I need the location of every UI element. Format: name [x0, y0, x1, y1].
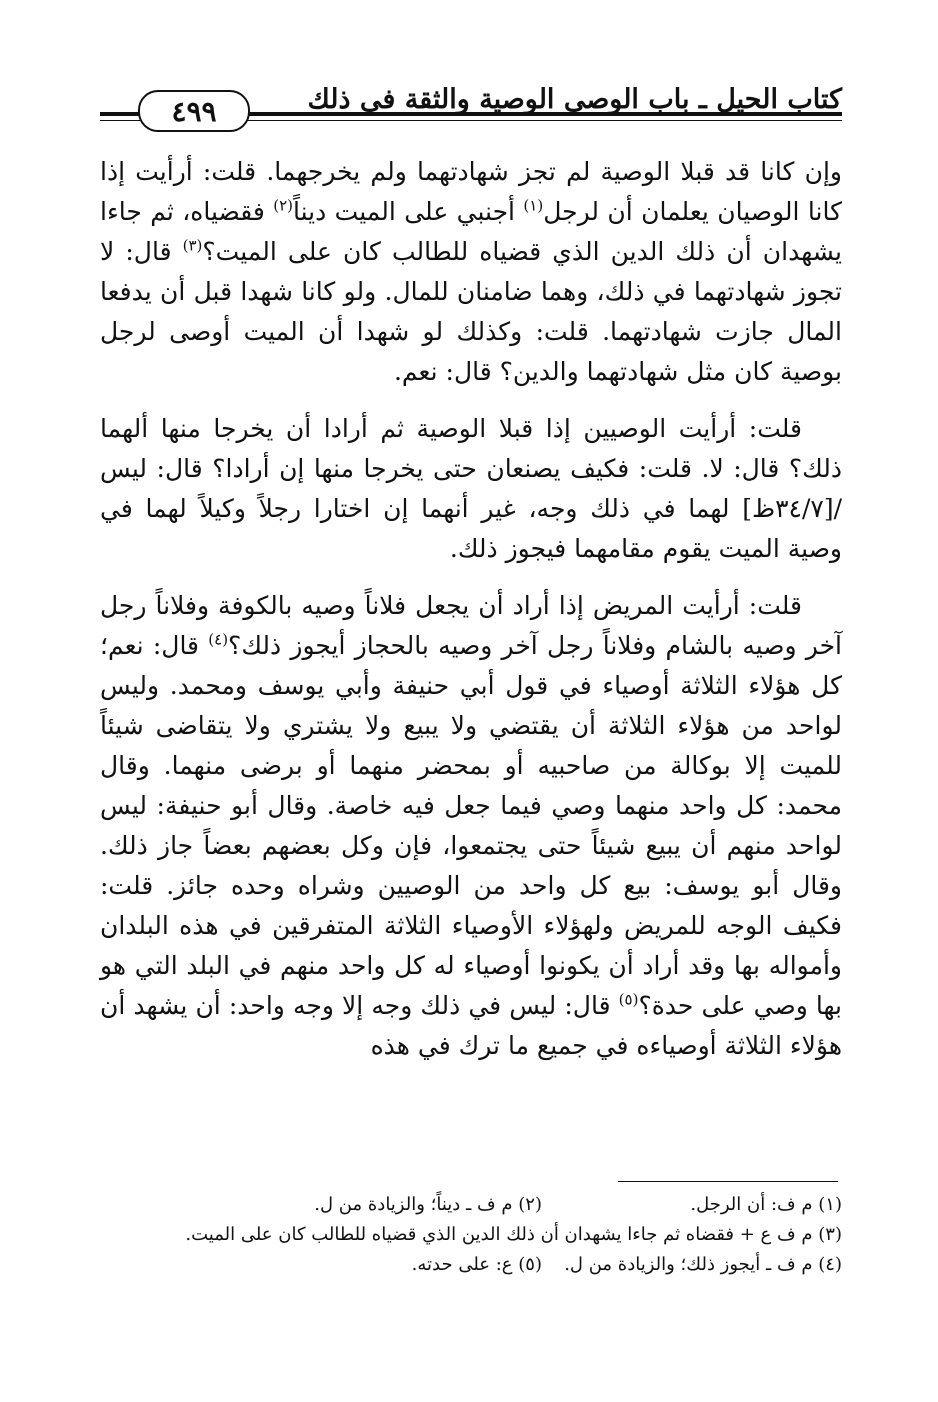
page-header	[100, 82, 842, 142]
paragraph-1	[100, 152, 842, 392]
footnotes	[100, 1190, 842, 1280]
footnote-3: (٣) م ف ع + فقضاه ثم جاءا يشهدان أن ذلك الدين الذي قضياه للطالب كان على الميت.	[185, 1224, 842, 1245]
footnote-separator	[618, 1181, 838, 1182]
running-title: كتاب الحيل ـ باب الوصي الوصية والثقة في ذلك	[307, 84, 842, 115]
footnote-5: (٥) ع: على حدته.	[411, 1254, 542, 1275]
footnote-1: (١) م ف: أن الرجل.	[690, 1194, 842, 1215]
footnote-ref-3: (٣)	[182, 236, 203, 255]
footnote-row	[100, 1250, 842, 1280]
footnote-ref-2: (٢)	[273, 196, 294, 215]
footnote-2: (٢) م ف ـ ديناً؛ والزيادة من ل.	[314, 1194, 542, 1215]
paragraph-1-part-2: أجنبي على الميت ديناً	[293, 197, 524, 226]
paragraph-3-part-1: قلت: أرأيت المريض إذا أراد أن يجعل فلاناً وصيه بالكوفة وفلاناً رجل آخر وصيه بالشام وفلاناً رجل آخر وصيه بالحجاز أيجوز ذلك؟	[100, 591, 843, 660]
main-text	[100, 152, 842, 1066]
footnote-row	[100, 1190, 842, 1220]
footnote-ref-1: (١)	[523, 196, 544, 215]
paragraph-1-part-1: وإن كانا قد قبلا الوصية لم تجز شهادتهما ولم يخرجهما. قلت: أرأيت إذا كانا الوصيان يعلمان أن لرجل	[100, 157, 842, 226]
paragraph-1-part-4: قال: لا تجوز شهادتهما في ذلك، وهما ضامنان للمال. ولو كانا شهدا قبل أن يدفعا المال جازت شهادتهما. قلت: وكذلك لو شهدا أن الميت أوصى لرجل بوصية كان مثل شهادتهما والدين؟ قال: نعم.	[100, 237, 842, 386]
footnote-ref-5: (٥)	[618, 990, 639, 1009]
footnote-4: (٤) م ف ـ أيجوز ذلك؛ والزيادة من ل.	[564, 1254, 842, 1275]
paragraph-1-part-3: فقضياه، ثم جاءا يشهدان أن ذلك الدين الذي قضياه للطالب كان على الميت؟	[100, 197, 842, 266]
page-number: ٤٩٩	[138, 90, 250, 132]
paragraph-3	[100, 586, 842, 1066]
paragraph-3-part-2: قال: نعم؛ كل هؤلاء الثلاثة أوصياء في قول أبي حنيفة وأبي يوسف ومحمد. وليس لواحد من هؤلاء الثلاثة أن يقتضي ولا يبيع ولا يشتري ولا يتقاضى شيئاً للميت إلا بوكالة من صاحبيه أو بمحضر منهما أو برضى منهما. وقال محمد: كل واحد منهما وصي فيما جعل فيه خاصة. وقال أبو حنيفة: ليس لواحد منهم أن يبيع شيئاً حتى يجتمعوا، فإن وكل بعضهم بعضاً جاز ذلك. وقال أبو يوسف: بيع كل واحد من الوصيين وشراه وحده جائز. قلت: فكيف الوجه للمريض ولهؤلاء الأوصياء الثلاثة المتفرقين في هذه البلدان وأمواله بها وقد أراد أن يكونوا أوصياء له كل واحد منهم في البلد التي هو بها وصي على حدة؟	[100, 631, 842, 1020]
paragraph-3-part-3: قال: ليس في ذلك وجه إلا وجه واحد: أن يشهد أن هؤلاء الثلاثة أوصياءه في جميع ما ترك في هذه	[100, 991, 842, 1060]
footnote-ref-4: (٤)	[208, 630, 229, 649]
paragraph-2: قلت: أرأيت الوصيين إذا قبلا الوصية ثم أرادا أن يخرجا منها ألهما ذلك؟ قال: لا. قلت: فكيف يصنعان حتى يخرجا منها إن أرادا؟ قال: ليس /[٣٤/٧ظ] لهما في ذلك وجه، غير أنهما إن اختارا رجلاً وكيلاً لهما في وصية الميت يقوم مقامهما فيجوز ذلك.	[100, 414, 842, 563]
